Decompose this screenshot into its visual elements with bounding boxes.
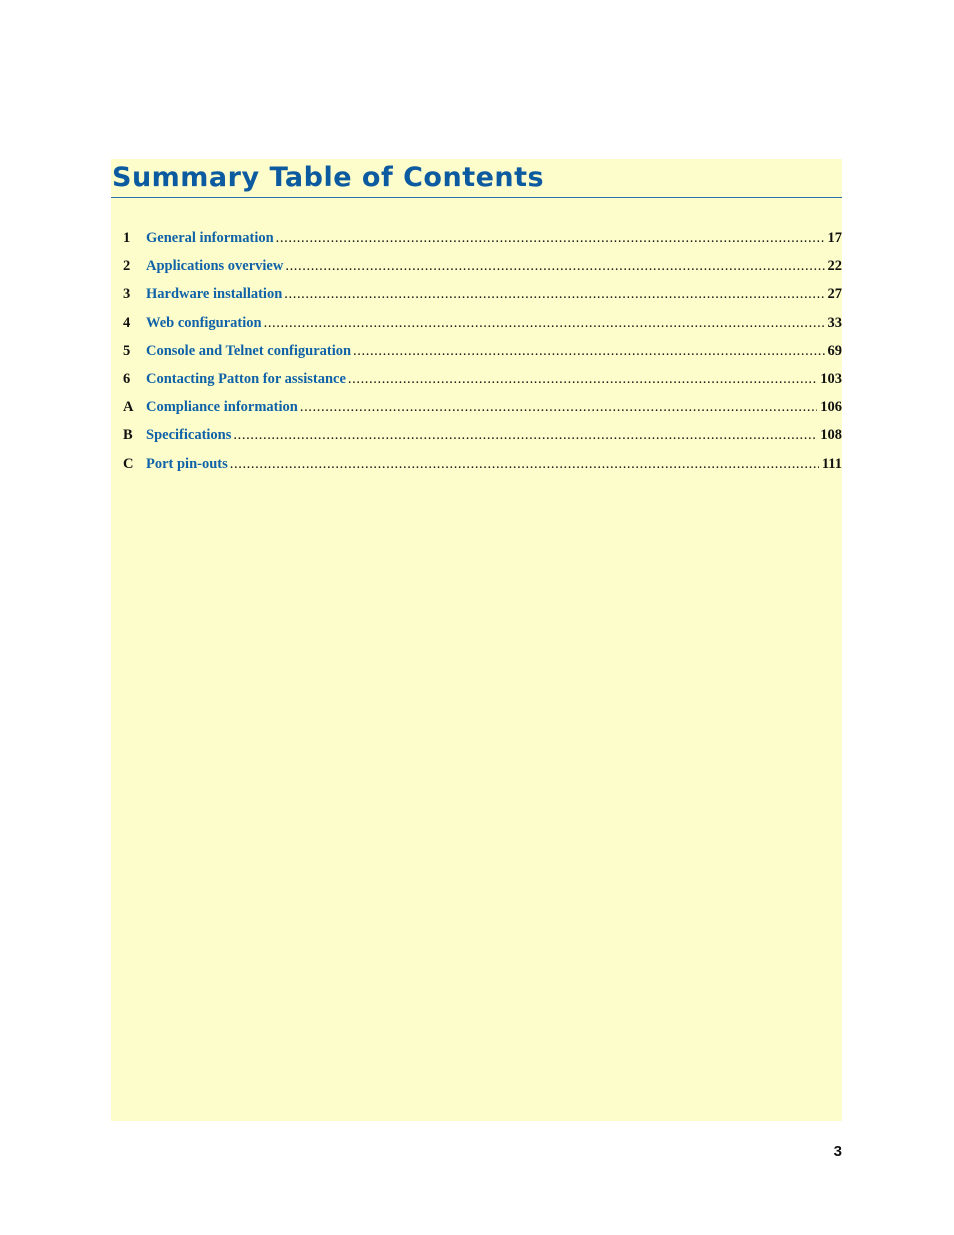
toc-entry-number: C	[123, 455, 134, 472]
toc-dot-leader	[285, 258, 824, 275]
toc-entry-link[interactable]: Web configuration	[146, 314, 262, 331]
toc-entry-hardware-installation[interactable]	[123, 286, 842, 314]
toc-entry-console-telnet-configuration[interactable]	[123, 343, 842, 371]
toc-entry-number: 1	[123, 230, 131, 246]
toc-entry-number: A	[123, 399, 134, 416]
toc-dot-leader	[348, 371, 817, 388]
toc-entry-link[interactable]: Compliance information	[146, 399, 298, 416]
table-of-contents	[123, 230, 842, 484]
toc-entry-page: 17	[827, 230, 842, 246]
toc-entry-number: B	[123, 427, 133, 444]
toc-entry-number: 4	[123, 314, 131, 331]
toc-entry-link[interactable]: Applications overview	[146, 258, 284, 275]
toc-dot-leader	[284, 286, 824, 303]
page-number: 3	[833, 1143, 842, 1160]
toc-entry-link[interactable]: Console and Telnet configuration	[146, 342, 352, 359]
toc-entry-contacting-patton[interactable]	[123, 371, 842, 399]
toc-entry-link[interactable]: Port pin-outs	[146, 455, 228, 472]
toc-entry-page: 69	[827, 342, 842, 359]
toc-entry-link[interactable]: General information	[146, 230, 274, 246]
toc-entry-page: 103	[820, 370, 842, 387]
toc-dot-leader	[300, 399, 817, 416]
toc-entry-link[interactable]: Contacting Patton for assistance	[146, 370, 346, 387]
toc-entry-specifications[interactable]	[123, 427, 842, 455]
toc-entry-link[interactable]: Hardware installation	[146, 286, 283, 303]
toc-entry-port-pin-outs[interactable]	[123, 456, 842, 484]
toc-dot-leader	[264, 315, 825, 332]
toc-entry-number: 3	[123, 286, 131, 303]
page-title: Summary Table of Contents	[112, 162, 545, 193]
title-underline	[111, 197, 842, 198]
toc-entry-page: 27	[827, 286, 842, 303]
toc-entry-link[interactable]: Specifications	[146, 427, 232, 444]
toc-entry-number: 6	[123, 370, 131, 387]
toc-entry-page: 111	[821, 455, 842, 472]
toc-entry-compliance-information[interactable]	[123, 399, 842, 427]
toc-entry-number: 2	[123, 258, 131, 275]
toc-dot-leader	[353, 343, 824, 360]
toc-dot-leader	[276, 230, 825, 247]
toc-entry-page: 22	[827, 258, 842, 275]
toc-entry-applications-overview[interactable]	[123, 258, 842, 286]
toc-entry-page: 108	[820, 427, 842, 444]
toc-entry-page: 33	[827, 314, 842, 331]
toc-dot-leader	[230, 456, 819, 473]
toc-entry-number: 5	[123, 342, 131, 359]
toc-dot-leader	[233, 427, 817, 444]
toc-entry-web-configuration[interactable]	[123, 315, 842, 343]
toc-entry-general-information[interactable]	[123, 230, 842, 258]
toc-entry-page: 106	[820, 399, 842, 416]
